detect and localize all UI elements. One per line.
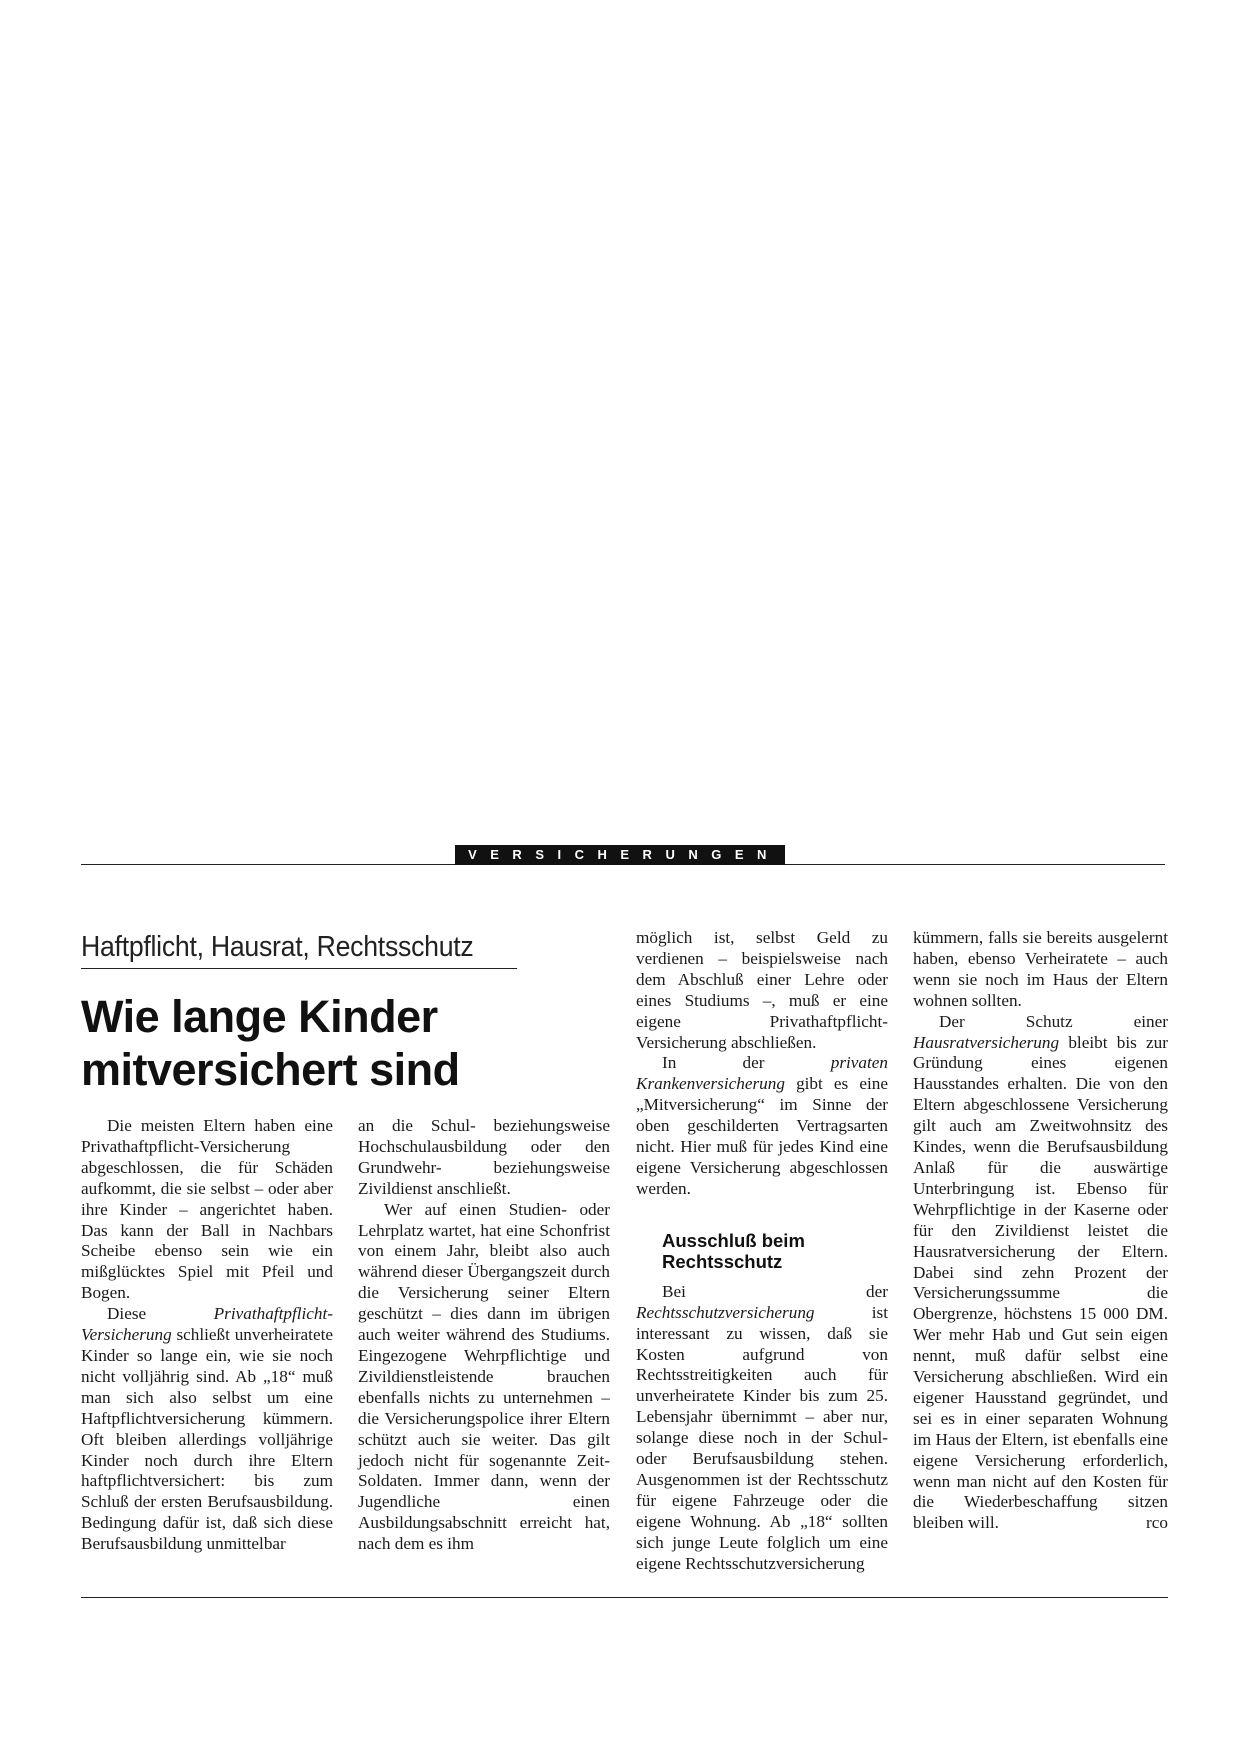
- author-signature: rco: [1146, 1513, 1168, 1533]
- text-run: gibt es eine „Mitversicherung“ im Sinne der oben geschilderten Vertragsarten nicht. Hier muß für jedes Kind eine eigene Versicherung abgeschlossen werden.: [636, 1074, 888, 1198]
- text-column-1: [81, 1116, 333, 1555]
- text-column-4: [913, 928, 1168, 1534]
- paragraph: kümmern, falls sie bereits ausgelernt haben, ebenso Verheiratete – auch wenn sie noch im Haus der Eltern wohnen sollten.: [913, 928, 1168, 1010]
- article-kicker: Haftpflicht, Hausrat, Rechtsschutz: [81, 929, 517, 969]
- paragraph: [636, 1282, 888, 1575]
- text-run: Diese: [107, 1304, 214, 1324]
- emphasis-term: Hausratversicherung: [913, 1032, 1060, 1052]
- emphasis-term: Privathaftpflicht-Versicherung: [81, 1304, 333, 1345]
- subheading: Ausschluß beim Rechtsschutz: [662, 1229, 805, 1272]
- emphasis-term: Rechtsschutzversicherung: [636, 1302, 815, 1322]
- section-label: VERSICHERUNGEN: [455, 845, 785, 865]
- text-run: In der: [662, 1053, 831, 1073]
- text-column-2: [358, 1116, 610, 1555]
- paragraph: [636, 1053, 888, 1199]
- text-run: bleibt bis zur Gründung eines eigenen Hausstandes erhalten. Die von den Eltern abgeschlossene Versicherung gilt auch am Zweitwohnsitz des Kindes, wenn die Berufsausbildung Anlaß für die auswärtige Unterbringung ist. Ebenso für Wehrpflichtige in der Kaserne oder für den Zivildienst leistet die Hausratversicherung der Eltern. Dabei sind zehn Prozent der Versicherungssumme die Obergrenze, höchstens 15 000 DM. Wer mehr Hab und Gut sein eigen nennt, muß dafür selbst eine Versicherung abschließen. Wird ein eigener Hausstand gegründet, und sei es in einer separaten Wohnung im Haus der Eltern, ist ebenfalls eine eigene Versicherung erforderlich, wenn man nicht auf den Kosten für die Wiederbeschaffung sitzen bleiben will.: [913, 1032, 1168, 1533]
- paragraph: [913, 1012, 1168, 1535]
- headline-line-1: Wie lange Kinder: [81, 991, 438, 1042]
- emphasis-term: privaten Krankenversicherung: [636, 1053, 888, 1094]
- paragraph: Wer auf einen Studien- oder Lehrplatz wartet, hat eine Schonfrist von einem Jahr, bleibt also auch während dieser Übergangszeit durch die Versicherung seiner Eltern geschützt – dies dann im übrigen auch weiter während des Studiums. Eingezogene Wehrpflichtige und Zivildienstleistende brauchen ebenfalls nichts zu unternehmen – die Versicherungspolice ihrer Eltern schützt auch sie weiter. Das gilt jedoch nicht für sogenannte Zeit-Soldaten. Immer dann, wenn der Jugendliche einen Ausbildungsabschnitt erreicht hat, nach dem es ihm: [358, 1199, 610, 1554]
- paragraph: Die meisten Eltern haben eine Privathaftpflicht-Versicherung abgeschlossen, die für Schäden aufkommt, die sie selbst – oder aber ihre Kinder – angerichtet haben. Das kann der Ball in Nachbars Scheibe ebenso sein wie ein mißglücktes Spiel mit Pfeil und Bogen.: [81, 1116, 333, 1303]
- text-column-3: [636, 928, 888, 1574]
- text-run: Bei der: [662, 1281, 888, 1301]
- section-rule-bottom: [81, 1597, 1168, 1598]
- text-run: schließt unverheiratete Kinder so lange ein, wie sie noch nicht volljährig sind. Ab „18“ muß man sich also selbst um eine Haftpflichtversicherung kümmern. Oft bleiben allerdings volljährige Kinder noch durch ihre Eltern haftpflichtversichert: bis zum Schluß der ersten Berufsausbildung. Bedingung dafür ist, daß sich diese Berufsausbildung unmittelbar: [81, 1325, 333, 1554]
- headline-line-2: mitversichert sind: [81, 1044, 460, 1095]
- paragraph: [81, 1304, 333, 1555]
- paragraph: möglich ist, selbst Geld zu verdienen – beispielsweise nach dem Abschluß einer Lehre oder eines Studiums –, muß er eine eigene Privathaftpflicht-Versicherung abschließen.: [636, 928, 888, 1052]
- text-run: Der Schutz einer: [939, 1011, 1168, 1031]
- text-run: ist interessant zu wissen, daß sie Kosten aufgrund von Rechtsstreitigkeiten auch für unverheiratete Kinder bis zum 25. Lebensjahr übernimmt – aber nur, solange diese noch in der Schul- oder Berufsausbildung stehen. Ausgenommen ist der Rechtsschutz für eigene Fahrzeuge oder die eigene Wohnung. Ab „18“ sollten sich junge Leute folglich um eine eigene Rechtsschutzversicherung: [636, 1302, 888, 1573]
- paragraph: an die Schul- beziehungsweise Hochschulausbildung oder den Grundwehr- beziehungsweise Zivildienst anschließt.: [358, 1116, 610, 1198]
- article-headline: [81, 990, 561, 1096]
